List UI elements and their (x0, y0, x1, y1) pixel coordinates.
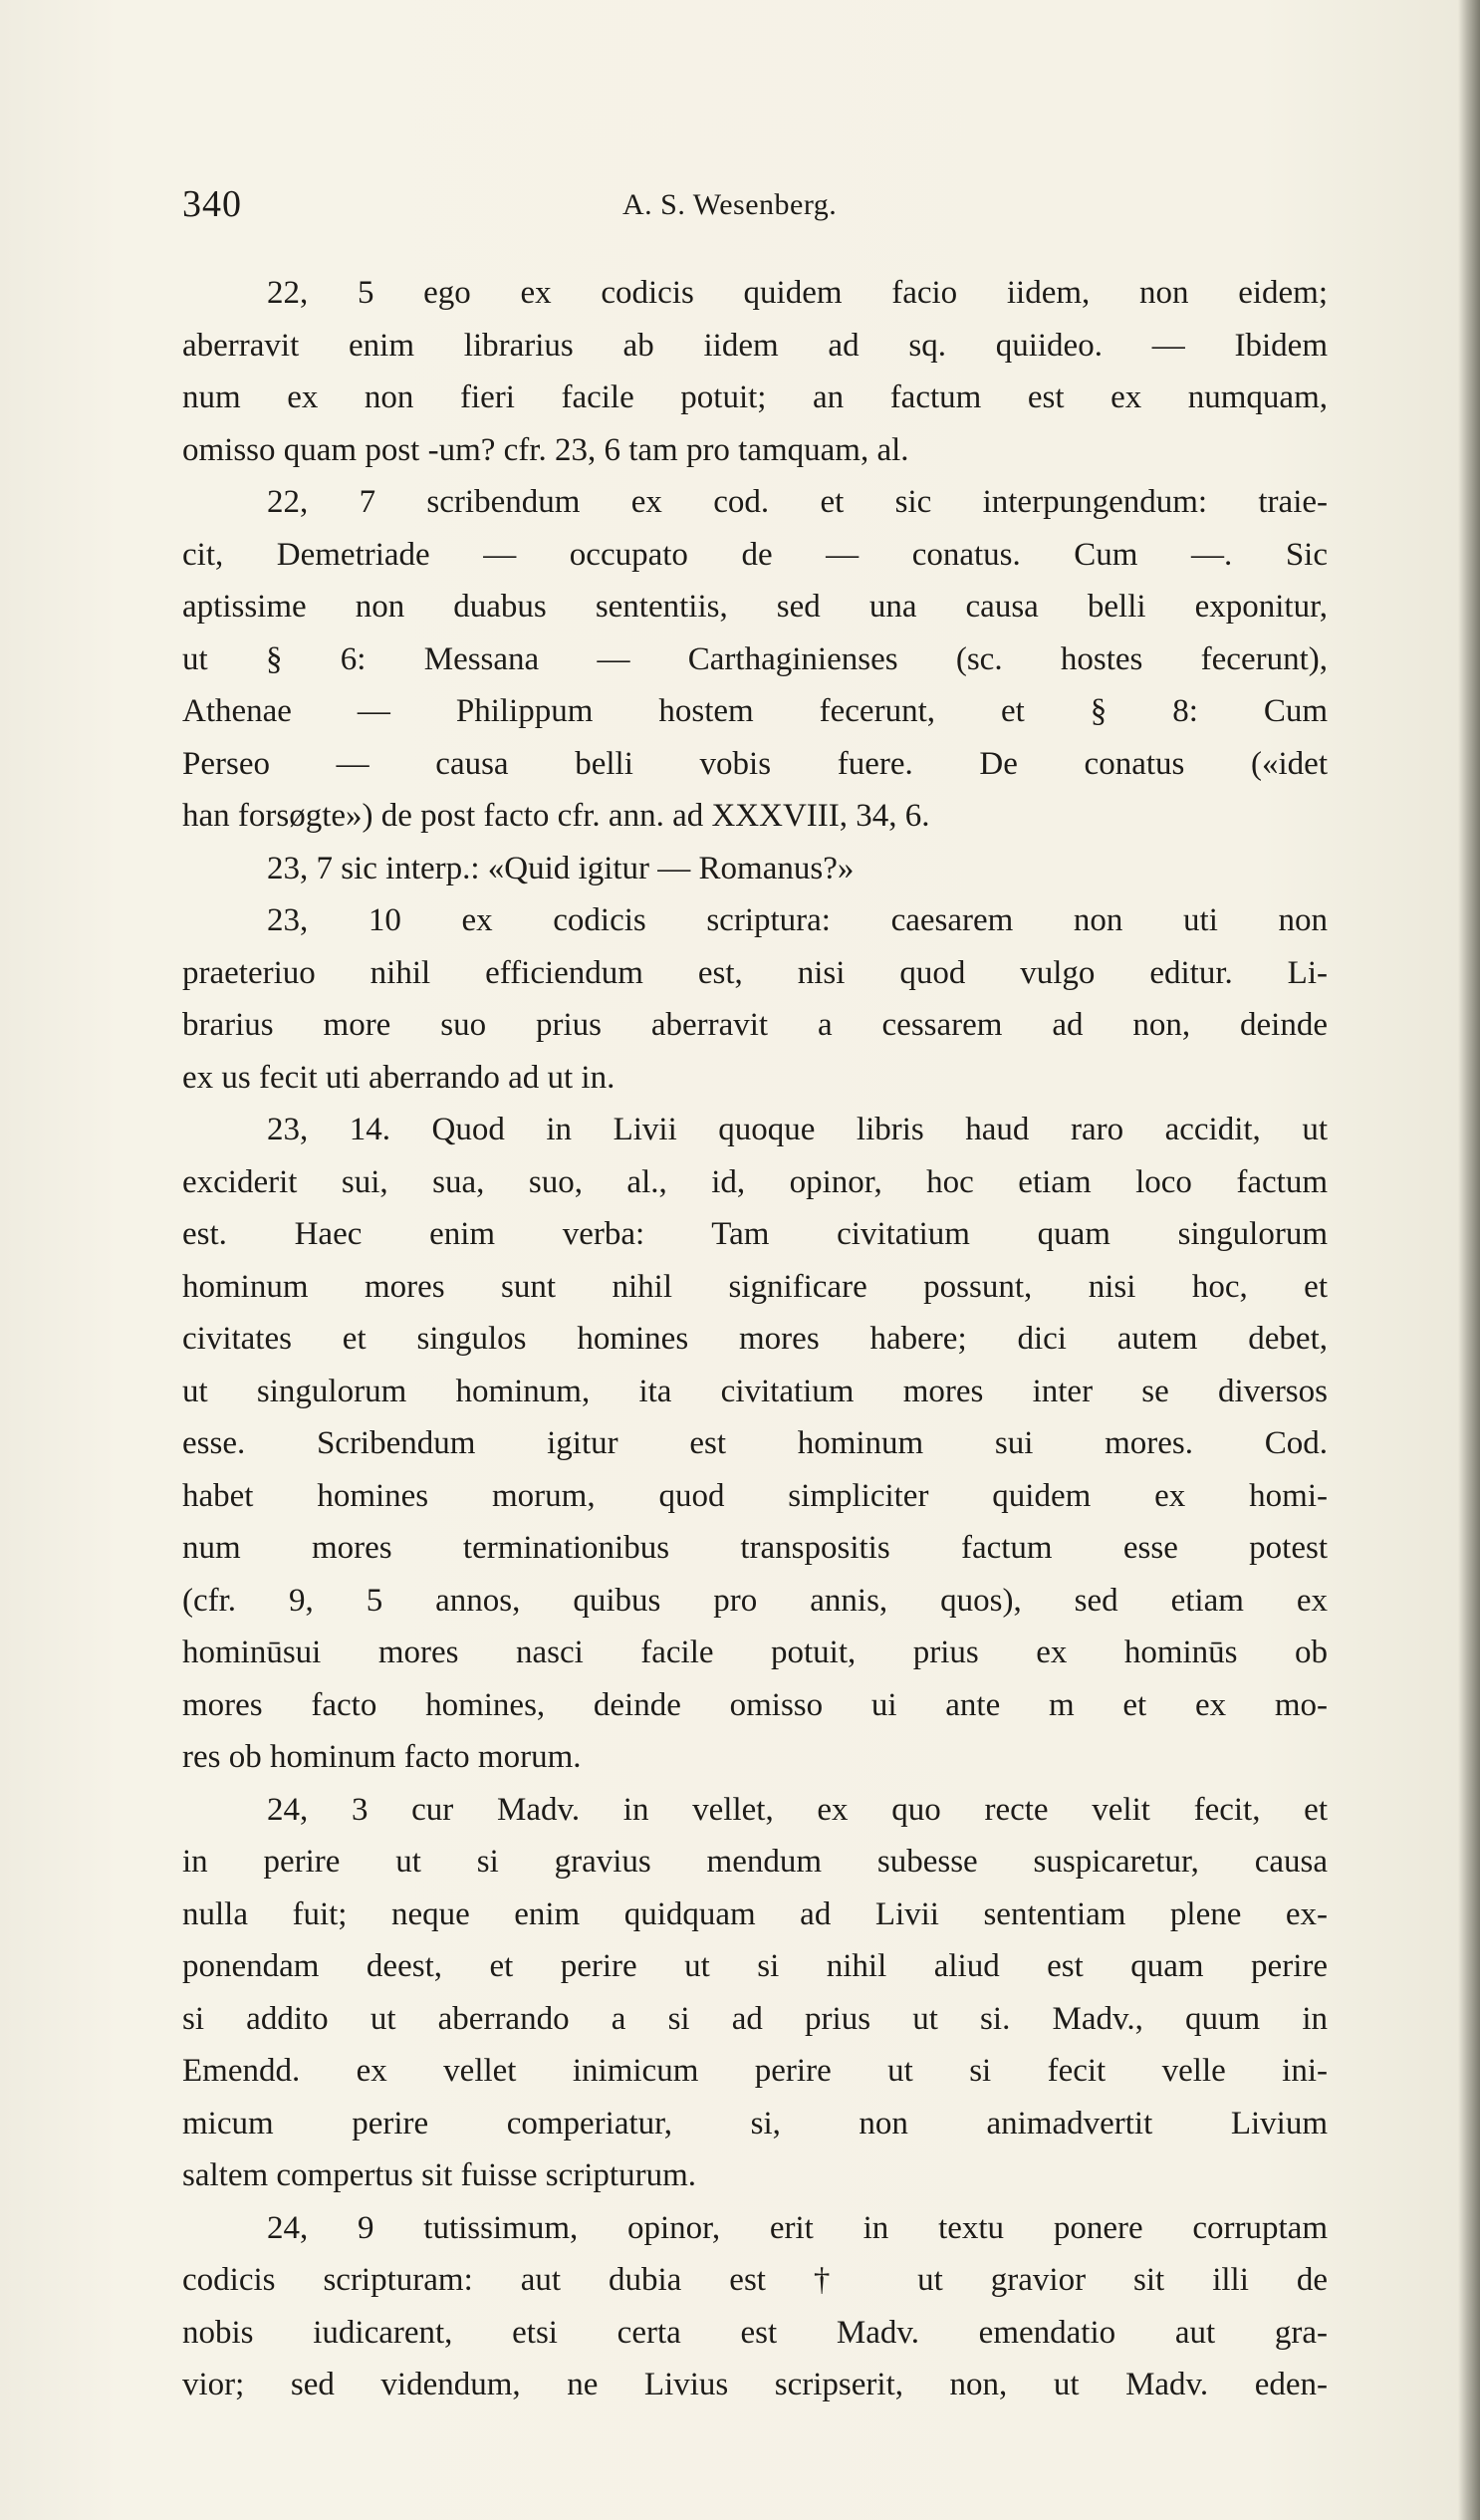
text-line: esse. Scribendum igitur est hominum sui mores. Cod. (182, 1425, 1328, 1461)
text-line: est. Haec enim verba: Tam civitatium quam singulorum (182, 1216, 1328, 1252)
paragraph-23-14 (182, 1104, 1328, 1784)
text-line: ut singulorum hominum, ita civitatium mores inter se diversos (182, 1373, 1328, 1409)
text-line: 22, 7 scribendum ex cod. et sic interpungendum: traie- (267, 484, 1328, 520)
text-line: ut § 6: Messana — Carthaginienses (sc. hostes fecerunt), (182, 640, 1328, 677)
text-line: civitates et singulos homines mores habere; dici autem debet, (182, 1321, 1328, 1357)
text-line: praeteriuo nihil efficiendum est, nisi quod vulgo editur. Li- (182, 954, 1328, 991)
text-line: 23, 14. Quod in Livii quoque libris haud raro accidit, ut (267, 1112, 1328, 1147)
text-line: ponendam deest, et perire ut si nihil aliud est quam perire (182, 1948, 1328, 1984)
text-line: 22, 5 ego ex codicis quidem facio iidem, non eidem; (267, 275, 1328, 311)
text-line: omisso quam post -um? cfr. 23, 6 tam pro tamquam, al. (182, 431, 909, 468)
text-line: codicis scripturam: aut dubia est † ut gravior sit illi de (182, 2262, 1328, 2298)
text-line: Perseo — causa belli vobis fuere. De conatus («idet (182, 745, 1328, 782)
text-line: aptissime non duabus sententiis, sed una causa belli exponitur, (182, 589, 1328, 625)
text-line: hominum mores sunt nihil significare possunt, nisi hoc, et (182, 1268, 1328, 1305)
text-line: Emendd. ex vellet inimicum perire ut si fecit velle ini- (182, 2053, 1328, 2089)
paragraph-24-9 (182, 2202, 1328, 2411)
text-line: aberravit enim librarius ab iidem ad sq. quiideo. — Ibidem (182, 327, 1328, 364)
text-line: habet homines morum, quod simpliciter quidem ex homi- (182, 1477, 1328, 1514)
text-line: mores facto homines, deinde omisso ui ante m et ex mo- (182, 1686, 1328, 1723)
text-line: cit, Demetriade — occupato de — conatus. Cum —. Sic (182, 536, 1328, 573)
page-edge-shadow (1458, 0, 1480, 2520)
text-line: num mores terminationibus transpositis factum esse potest (182, 1530, 1328, 1566)
text-line: 24, 9 tutissimum, opinor, erit in textu ponere corruptam (267, 2209, 1328, 2246)
text-line: vior; sed videndum, ne Livius scripserit, non, ut Madv. eden- (182, 2367, 1328, 2402)
text-line: in perire ut si gravius mendum subesse suspicaretur, causa (182, 1844, 1328, 1880)
text-line: 23, 7 sic interp.: «Quid igitur — Romanus?» (267, 850, 855, 886)
page-number: 340 (182, 183, 242, 225)
text-line: nobis iudicarent, etsi certa est Madv. emendatio aut gra- (182, 2314, 1328, 2351)
text-line: han forsøgte») de post facto cfr. ann. ad XXXVIII, 34, 6. (182, 798, 930, 834)
text-line: Athenae — Philippum hostem fecerunt, et § 8: Cum (182, 693, 1328, 729)
text-line: (cfr. 9, 5 annos, quibus pro annis, quos), sed etiam ex (182, 1582, 1328, 1619)
text-line: brarius more suo prius aberravit a cessarem ad non, deinde (182, 1007, 1328, 1043)
text-line: micum perire comperiatur, si, non animadvertit Livium (182, 2105, 1328, 2142)
text-line: res ob hominum facto morum. (182, 1739, 582, 1775)
paragraph-22-7 (182, 476, 1328, 843)
paragraph-23-7 (182, 843, 1328, 895)
paragraph-24-3 (182, 1784, 1328, 2202)
text-line: si addito ut aberrando a si ad prius ut si. Madv., quum in (182, 2000, 1328, 2037)
text-line: ex us fecit uti aberrando ad ut in. (182, 1059, 616, 1096)
running-head: A. S. Wesenberg. (622, 188, 838, 221)
text-line: saltem compertus sit fuisse scripturum. (182, 2157, 696, 2193)
text-line: num ex non fieri facile potuit; an factum est ex numquam, (182, 379, 1328, 415)
text-line: exciderit sui, sua, suo, al., id, opinor, hoc etiam loco factum (182, 1163, 1328, 1200)
paragraph-23-10 (182, 894, 1328, 1104)
text-line: hominūsui mores nasci facile potuit, prius ex hominūs ob (182, 1635, 1328, 1670)
page-body (182, 267, 1328, 2411)
page-header (182, 182, 1310, 232)
text-line: nulla fuit; neque enim quidquam ad Livii sententiam plene ex- (182, 1895, 1328, 1932)
text-line: 24, 3 cur Madv. in vellet, ex quo recte velit fecit, et (267, 1791, 1328, 1828)
text-line: 23, 10 ex codicis scriptura: caesarem non uti non (267, 902, 1328, 938)
paragraph-22-5 (182, 267, 1328, 476)
